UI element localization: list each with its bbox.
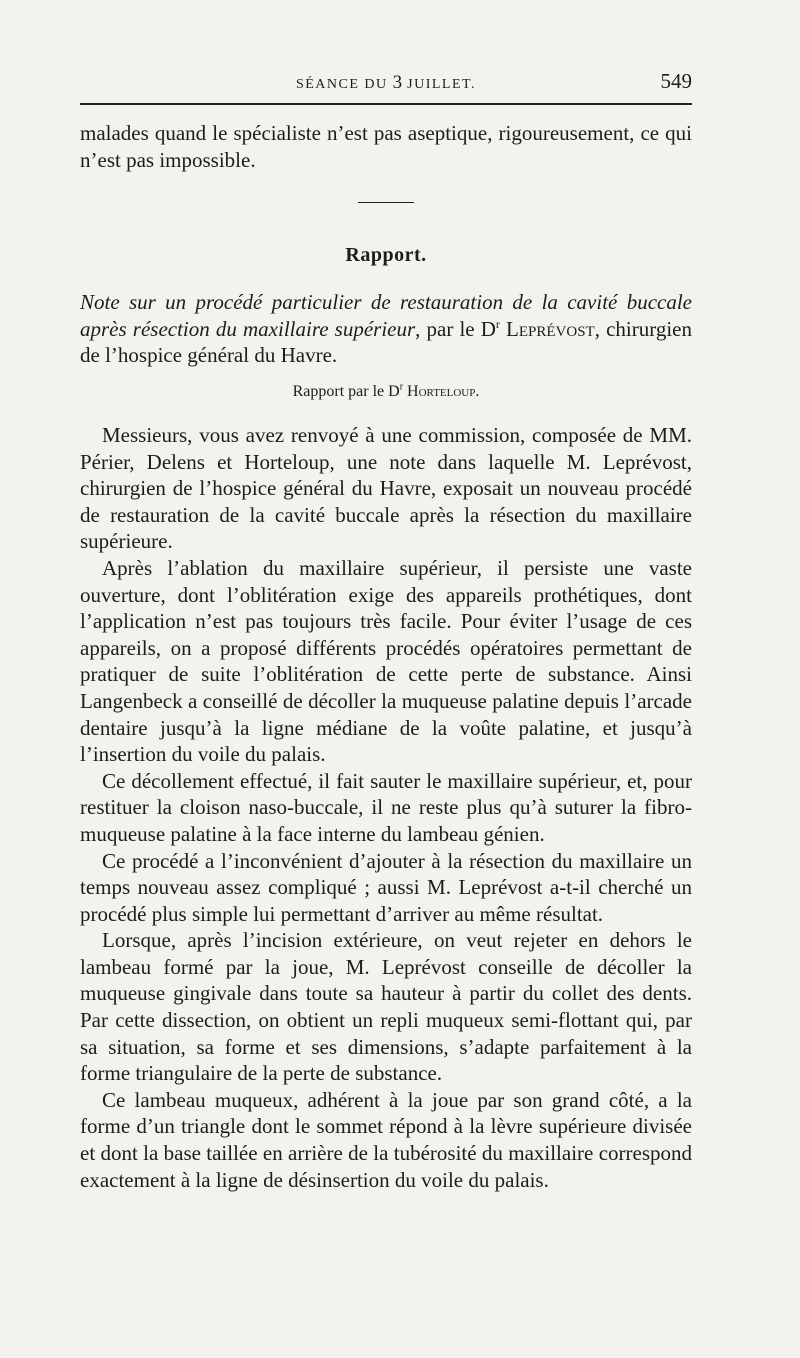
body-paragraph-3: Ce décollement effectué, il fait sauter le maxillaire supérieur, et, pour restituer la cloison naso-buccale, il ne reste plus qu’à suturer la fibro-muqueuse palatine à la face interne du lambeau génien.	[80, 768, 692, 846]
page-number: 549	[660, 69, 692, 93]
header-rule	[80, 103, 692, 105]
note-heading	[80, 289, 692, 369]
note-dr-superscript: r	[495, 316, 500, 331]
note-affiliation: , chirurgien de l’hospice général du Havre.	[80, 316, 692, 368]
body-paragraph-4: Ce procédé a l’inconvénient d’ajouter à la résection du maxillaire un temps nouveau assez compliqué ; aussi M. Leprévost a-t-il cherché un procédé plus simple lui permettant d’arriver au même résultat.	[80, 848, 692, 926]
running-head-title-pre: SÉANCE DU	[295, 77, 393, 92]
note-author: Leprévost	[506, 316, 595, 341]
continuation-block	[80, 120, 692, 173]
rapporteur-name: Horteloup.	[407, 383, 480, 400]
running-head-date-number: 3	[392, 72, 403, 93]
rapporteur-line	[80, 383, 692, 401]
running-head-title-post: JUILLET.	[402, 77, 477, 92]
body-paragraph-6: Ce lambeau muqueux, adhérent à la joue par son grand côté, a la forme d’un triangle dont le sommet répond à la lèvre supérieure divisée et dont la base taillée en arrière de la tubérosité du maxillaire correspond exactement à la ligne de désinsertion du voile du palais.	[80, 1087, 692, 1192]
section-title: Rapport.	[345, 244, 427, 266]
continuation-paragraph: malades quand le spécialiste n’est pas aseptique, rigoureusement, ce qui n’est pas impossible.	[80, 121, 692, 172]
rapporteur-prefix: Rapport par le D	[292, 383, 400, 400]
running-head	[80, 69, 692, 100]
body-paragraph-1: Messieurs, vous avez renvoyé à une commission, composée de MM. Périer, Delens et Horteloup, une note dans laquelle M. Leprévost, chirurgien de l’hospice général du Havre, exposait un nouveau procédé de restauration de la cavité buccale après la résection du maxillaire supérieure.	[80, 423, 692, 554]
note-title: Note sur un procédé particulier de restauration de la cavité buccale après résection du maxillaire supérieur	[80, 290, 692, 341]
rapporteur-dr-superscript: r	[399, 381, 404, 393]
section-separator-rule	[358, 202, 414, 203]
note-by: , par le D	[415, 316, 496, 341]
body-paragraph-2: Après l’ablation du maxillaire supérieur, il persiste une vaste ouverture, dont l’oblitération exige des appareils prothétiques, dont l’application n’est pas toujours très facile. Pour éviter l’usage de ces appareils, on a proposé différents procédés opératoires permettant de pratiquer de suite l’oblitération de cette perte de substance. Ainsi Langenbeck a conseillé de décoller la muqueuse palatine depuis l’arcade dentaire jusqu’à la ligne médiane de la voûte palatine, et jusqu’à l’insertion du voile du palais.	[80, 555, 692, 767]
report-body	[80, 422, 692, 1193]
note-block	[80, 289, 692, 369]
body-paragraph-5: Lorsque, après l’incision extérieure, on veut rejeter en dehors le lambeau formé par la joue, M. Leprévost conseille de décoller la muqueuse gingivale dans toute sa hauteur à partir du collet des dents. Par cette dissection, on obtient un repli muqueux semi-flottant qui, par sa situation, sa forme et ses dimensions, s’adapte parfaitement à la forme triangulaire de la perte de substance.	[80, 928, 692, 1086]
running-head-title	[80, 72, 692, 94]
